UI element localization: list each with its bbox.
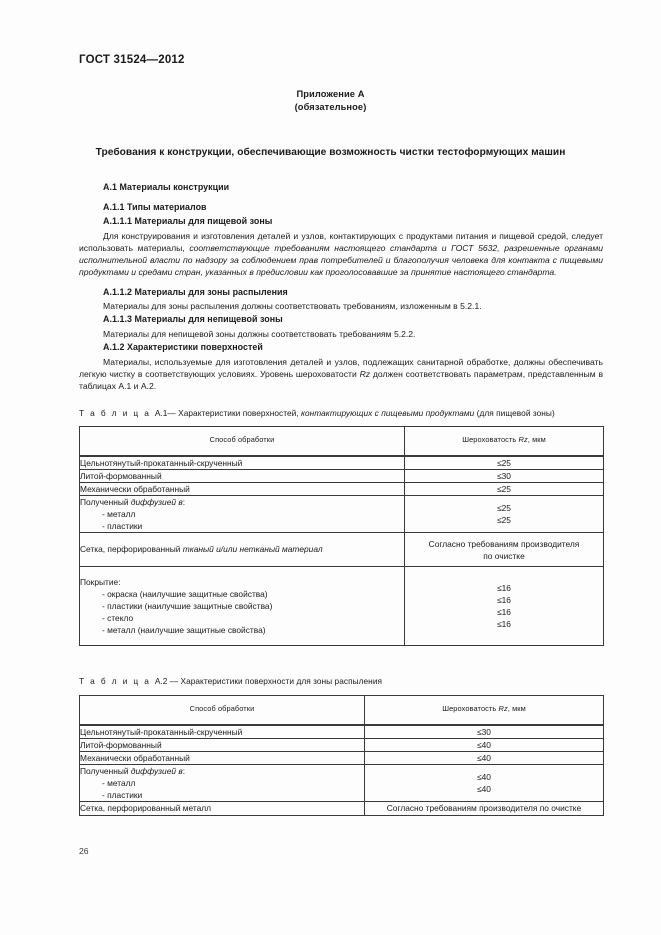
table-a1-r1-method: Цельнотянутый-прокатанный-скрученный bbox=[80, 456, 405, 470]
table-a2-caption-text: Характеристики поверхности для зоны распыления bbox=[178, 676, 383, 687]
table-row bbox=[80, 765, 604, 802]
table-a1-r6-value-3: ≤16 bbox=[497, 606, 511, 617]
table-a2-r4-prefix: Полученный bbox=[80, 766, 131, 776]
table-a1-r6-value-4: ≤16 bbox=[497, 619, 511, 630]
page-number: 26 bbox=[79, 846, 89, 856]
table-row bbox=[80, 469, 604, 482]
table-a1-caption-text-2: (для пищевой зоны) bbox=[474, 408, 555, 419]
list-item: - стекло bbox=[102, 613, 134, 624]
table-a2-caption-number: А.2 — bbox=[154, 676, 179, 687]
table-a1-r4-prefix: Полученный bbox=[80, 496, 131, 507]
table-a2-r4-value-1: ≤40 bbox=[477, 772, 491, 783]
table-a1-r1-value: ≤25 bbox=[405, 456, 604, 470]
table-a1-r3-value: ≤25 bbox=[405, 482, 604, 495]
table-a2-col-method: Способ обработки bbox=[80, 695, 365, 725]
table-row bbox=[80, 456, 604, 470]
table-a2-r4-values bbox=[365, 765, 604, 802]
table-a1-caption bbox=[79, 407, 603, 419]
list-item: - пластики bbox=[102, 790, 143, 801]
table-row bbox=[80, 725, 604, 739]
annex-obligation: (обязательное) bbox=[294, 102, 367, 112]
paragraph-a111-plain: Для конструирования и изготовления деталей и узлов, контактирующих с продуктами питания и пищевой средой, следует использовать материалы, bbox=[79, 230, 603, 254]
table-a2-r3-value: ≤40 bbox=[365, 751, 604, 764]
table-a1-r4-value-1: ≤25 bbox=[497, 503, 511, 514]
table-a1-r6-values bbox=[405, 566, 604, 646]
table-a1-caption-italic: контактирующих с пищевыми продуктами bbox=[301, 408, 475, 419]
table-row bbox=[80, 533, 604, 566]
table-a2-r4-suffix: : bbox=[182, 766, 186, 776]
table-a1-r6-method-title: Покрытие: bbox=[80, 576, 121, 587]
list-item: - пластики (наилучшие защитные свойства) bbox=[102, 600, 273, 611]
list-item: - металл (наилучшие защитные свойства) bbox=[102, 625, 266, 636]
paragraph-a12-plain-2: должен соответствовать параметрам, представленным в таблицах А.1 и А.2. bbox=[79, 369, 604, 392]
table-a1-r4-method-title bbox=[80, 496, 404, 508]
table-a1-r5-prefix: Сетка, перфорированный bbox=[80, 544, 183, 555]
table-a1-r6-value-2: ≤16 bbox=[497, 594, 511, 605]
document-body bbox=[79, 180, 603, 816]
table-a2-r5-value: Согласно требованиям производителя по очистке bbox=[365, 802, 604, 815]
table-a2-col-roughness-suffix: , мкм bbox=[507, 704, 526, 714]
paragraph-a111 bbox=[79, 228, 603, 278]
list-item: - металл bbox=[102, 778, 136, 789]
table-a2-r2-value: ≤40 bbox=[365, 738, 604, 751]
table-a1-col-roughness bbox=[405, 426, 604, 456]
table-a1-col-roughness-prefix: Шероховатость bbox=[462, 435, 519, 445]
table-a1-r4-suffix: : bbox=[182, 496, 186, 507]
paragraph-a113: Материалы для непищевой зоны должны соответствовать требованиям 5.2.2. bbox=[103, 329, 416, 340]
table-row bbox=[80, 566, 604, 646]
heading-a112: А.1.1.2 Материалы для зоны распыления bbox=[103, 286, 288, 297]
table-a1-r4-value-2: ≤25 bbox=[497, 515, 511, 526]
table-a1-caption-label: Т а б л и ц а bbox=[79, 408, 151, 419]
table-a1-r5-method bbox=[80, 533, 405, 566]
table-a2-r4-method bbox=[80, 765, 365, 802]
table-a1-r6-sublist bbox=[80, 588, 404, 637]
table-row bbox=[80, 482, 604, 495]
table-a1-caption-number: А.1— bbox=[154, 408, 176, 419]
paragraph-a12-rz-symbol: Rz bbox=[359, 369, 371, 380]
table-a2-header-row bbox=[80, 695, 604, 725]
document-standard-header: ГОСТ 31524—2012 bbox=[79, 54, 185, 66]
table-a2-r4-italic: диффузией в bbox=[130, 766, 183, 776]
table-a2 bbox=[79, 695, 604, 816]
table-a2-r3-method: Механически обработанный bbox=[80, 751, 365, 764]
annex-title: Требования к конструкции, обеспечивающие возможность чистки тестоформующих машин bbox=[95, 147, 566, 158]
table-a2-r4-value-2: ≤40 bbox=[477, 784, 491, 795]
table-a2-col-roughness-symbol: Rz bbox=[498, 704, 508, 714]
table-a1-r4-values bbox=[405, 495, 604, 532]
table-a2-caption bbox=[79, 675, 603, 687]
table-a2-r1-value: ≤30 bbox=[365, 725, 604, 739]
table-a1-r2-value: ≤30 bbox=[405, 469, 604, 482]
paragraph-a12-plain-1: Материалы, используемые для изготовления деталей и узлов, подлежащих санитарной обработке, должны обеспечивать легкую чистку в соответствующих условиях. Уровень шероховатости bbox=[79, 356, 603, 380]
table-a2-r5-method: Сетка, перфорированный металл bbox=[80, 802, 365, 815]
table-a1-r3-method: Механически обработанный bbox=[80, 482, 405, 495]
heading-a1: А.1 Материалы конструкции bbox=[103, 182, 230, 192]
table-a1-caption-text-1: Характеристики поверхностей, bbox=[175, 408, 302, 419]
table-a1-r6-method bbox=[80, 566, 405, 646]
paragraph-a111-italic: соответствующие требованиям настоящего стандарта и ГОСТ 5632, разрешенные органами исполнительной власти по надзору за соблюдением прав потребителей и благополучия человека для контакта с пищевыми продуктами и средами стран, указанных в предисловии как проголосовавшие за принятие настоящего стандарта. bbox=[79, 243, 603, 278]
table-row bbox=[80, 495, 604, 532]
list-item: - окраска (наилучшие защитные свойства) bbox=[102, 588, 268, 599]
table-a1-r4-sublist bbox=[80, 508, 404, 532]
table-a1-r2-method: Литой-формованный bbox=[80, 469, 405, 482]
table-row bbox=[80, 751, 604, 764]
heading-a11: А.1.1 Типы материалов bbox=[103, 202, 207, 213]
list-item: - пластики bbox=[102, 521, 143, 532]
heading-a111: А.1.1.1 Материалы для пищевой зоны bbox=[103, 216, 273, 227]
heading-a113: А.1.1.3 Материалы для непищевой зоны bbox=[103, 314, 283, 325]
table-a2-col-roughness-prefix: Шероховатость bbox=[442, 704, 499, 714]
table-a1-r5-italic: тканый и/или нетканый материал bbox=[182, 544, 323, 555]
table-a2-r4-sublist bbox=[80, 777, 364, 801]
table-row bbox=[80, 738, 604, 751]
table-a1-r6-value-1: ≤16 bbox=[497, 582, 511, 593]
heading-a12: А.1.2 Характеристики поверхностей bbox=[103, 342, 263, 353]
table-a1-col-roughness-suffix: , мкм bbox=[527, 435, 546, 445]
annex-label: Приложение А bbox=[296, 89, 365, 99]
table-a1-col-method: Способ обработки bbox=[80, 426, 405, 456]
table-row bbox=[80, 802, 604, 815]
paragraph-a12 bbox=[79, 354, 603, 392]
list-item: - металл bbox=[102, 509, 136, 520]
table-a1-r5-value-2: по очистке bbox=[483, 550, 525, 561]
table-a1-r4-method bbox=[80, 495, 405, 532]
table-a2-caption-label: Т а б л и ц а bbox=[79, 676, 151, 687]
paragraph-a112: Материалы для зоны распыления должны соответствовать требованиям, изложенным в 5.2.1. bbox=[103, 301, 482, 312]
table-a1-header-row bbox=[80, 426, 604, 456]
table-a2-r2-method: Литой-формованный bbox=[80, 738, 365, 751]
table-a1-r5-value-1: Согласно требованиям производителя bbox=[428, 538, 580, 549]
table-a2-col-roughness bbox=[365, 695, 604, 725]
table-a2-r1-method: Цельнотянутый-прокатанный-скрученный bbox=[80, 725, 365, 739]
annex-designation bbox=[0, 88, 661, 114]
table-a1-col-roughness-symbol: Rz bbox=[518, 435, 528, 445]
table-a1 bbox=[79, 426, 604, 647]
table-a1-r4-italic: диффузией в bbox=[130, 496, 183, 507]
table-a1-r5-values bbox=[405, 533, 604, 566]
table-a2-r4-method-title bbox=[80, 765, 364, 777]
